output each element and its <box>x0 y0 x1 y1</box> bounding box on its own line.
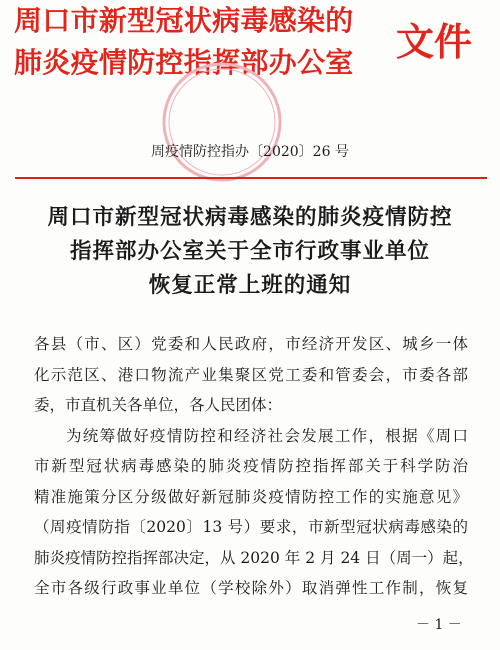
issuer-name-line-1: 周口市新型冠状病毒感染的 <box>14 4 354 37</box>
title-line: 指挥部办公室关于全市行政事业单位 <box>69 239 430 264</box>
document-type-label: 文件 <box>396 19 473 64</box>
paragraph-line: 为统筹做好疫情防控和经济社会发展工作，根据《周口 <box>66 426 468 445</box>
document-body <box>34 329 474 604</box>
document-title <box>30 201 470 303</box>
red-divider-line <box>15 177 487 179</box>
seal-stamp-icon <box>160 60 284 184</box>
title-line: 恢复正常上班的通知 <box>148 273 352 298</box>
salutation-line: 化示范区、港口物流产业集聚区党工委和管委会，市委各部 <box>34 365 468 384</box>
salutation-line: 委，市直机关各单位，各人民团体： <box>34 396 283 414</box>
page-number: － 1 － <box>416 617 462 633</box>
paragraph-line: （周疫情防指〔2020〕13 号）要求，市新型冠状病毒感染的 <box>34 518 468 536</box>
paragraph-line: 精准施策分区分级做好新冠肺炎疫情防控工作的实施意见》 <box>34 487 468 506</box>
paragraph-line: 肺炎疫情防控指挥部决定，从 2020 年 2 月 24 日（周一）起， <box>34 548 474 567</box>
document-number: 周疫情防控指办〔2020〕26 号 <box>151 144 349 160</box>
issuer-name-line-2: 肺炎疫情防控指挥部办公室 <box>14 46 354 79</box>
title-line: 周口市新型冠状病毒感染的肺炎疫情防控 <box>47 205 453 230</box>
paragraph-line: 全市各级行政事业单位（学校除外）取消弹性工作制，恢复 <box>34 579 468 597</box>
paragraph-line: 市新型冠状病毒感染的肺炎疫情防控指挥部关于科学防治 <box>34 457 468 475</box>
salutation-line: 各县（市、区）党委和人民政府，市经济开发区、城乡一体 <box>34 335 468 353</box>
